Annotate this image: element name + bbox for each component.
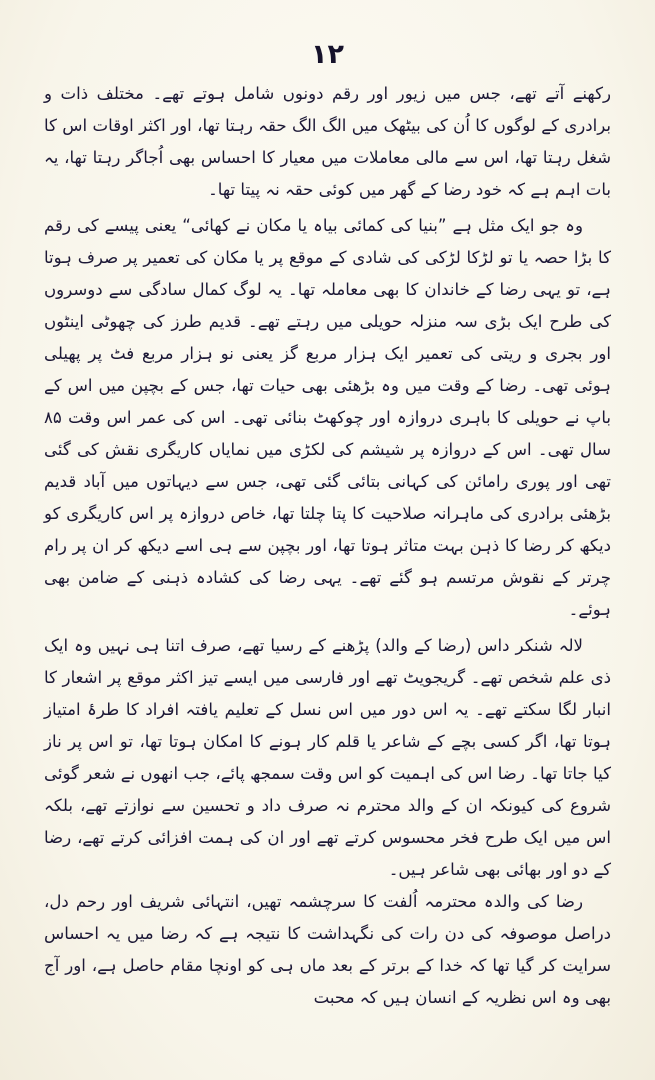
paragraph: وہ جو ایک مثل ہے ”بنیا کی کمائی بیاہ یا مکان نے کھائی“ یعنی پیسے کی رقم کا بڑا حصہ یا تو لڑکا لڑکی کی شادی کے موقع پر یا مکان کی تعمیر پر صرف ہوتا ہے، تو یہی رضا کے خاندان کا بھی معاملہ تھا۔ یہ لوگ کمال سادگی سے دوسروں کی طرح ایک بڑی سہ منزلہ حویلی میں رہتے تھے۔ قدیم طرز کی چھوٹی اینٹوں اور بجری و ریتی کی تعمیر ایک ہزار مربع گز یعنی نو ہزار مربع فٹ پر پھیلی ہوئی تھی۔ رضا کے وقت میں وہ بڑھئی بھی حیات تھا، جس کے بچپن میں اس کے باپ نے حویلی کا باہری دروازہ اور چوکھٹ بنائی تھی۔ اس کی عمر اس وقت ۸۵ سال تھی۔ اس کے دروازہ پر شیشم کی لکڑی میں نمایاں کاریگری نقش کی گئی تھی اور پوری رامائن کی کہانی بتائی گئی تھی، جس سے دیہاتوں میں آباد قدیم بڑھئی برادری کی ماہرانہ صلاحیت کا پتا چلتا تھا، خاص دروازہ پر اس کاریگری کو دیکھ کر رضا کا ذہن بہت متاثر ہوتا تھا، اور بچپن سے ہی اسے دیکھ کر ان پر رام چرتر کے نقوش مرتسم ہو گئے تھے۔ یہی رضا کی کشادہ ذہنی کے ضامن بھی ہوئے۔ <box>44 216 611 619</box>
body-text <box>44 78 611 1014</box>
paragraph: رضا کی والدہ محترمہ اُلفت کا سرچشمہ تھیں، انتہائی شریف اور رحم دل، دراصل موصوفہ کی دن رات کی نگہداشت کا نتیجہ ہے کہ رضا میں یہ احساس سرایت کر گیا تھا کہ خدا کے برتر کے بعد ماں ہی کو اونچا مقام حاصل ہے، اور آج بھی وہ اس نظریہ کے انسان ہیں کہ محبت <box>44 892 611 1007</box>
paragraph: رکھنے آتے تھے، جس میں زیور اور رقم دونوں شامل ہوتے تھے۔ مختلف ذات و برادری کے لوگوں کا اُن کی بیٹھک میں الگ الگ حقہ رہتا تھا، اور اکثر اوقات اس کا شغل رہتا تھا، اس سے مالی معاملات میں معیار کا احساس بھی اُجاگر رہتا تھا، یہ بات اہم ہے کہ خود رضا کے گھر میں کوئی حقہ نہ پیتا تھا۔ <box>44 84 611 199</box>
page-number: ۱۲ <box>311 39 344 70</box>
paragraph: لالہ شنکر داس (رضا کے والد) پڑھنے کے رسیا تھے، صرف اتنا ہی نہیں وہ ایک ذی علم شخص تھے۔ گریجویٹ تھے اور فارسی میں ایسے تیز اکثر موقع پر اشعار کا انبار لگا سکتے تھے۔ یہ اس دور میں اس نسل کے تعلیم یافتہ افراد کا طرۂ امتیاز ہوتا تھا، اگر کسی بچے کے شاعر یا قلم کار ہونے کا امکان ہوتا تھا، تو اس پر ناز کیا جاتا تھا۔ رضا اس کی اہمیت کو اس وقت سمجھ پائے، جب انھوں نے شعر گوئی شروع کی کیونکہ ان کے والد محترم نہ صرف داد و تحسین سے نوازتے تھے، بلکہ اس میں ایک طرح فخر محسوس کرتے تھے اور ان کی ہمت افزائی کرتے تھے، رضا کے دو اور بھائی بھی شاعر ہیں۔ <box>44 636 611 879</box>
